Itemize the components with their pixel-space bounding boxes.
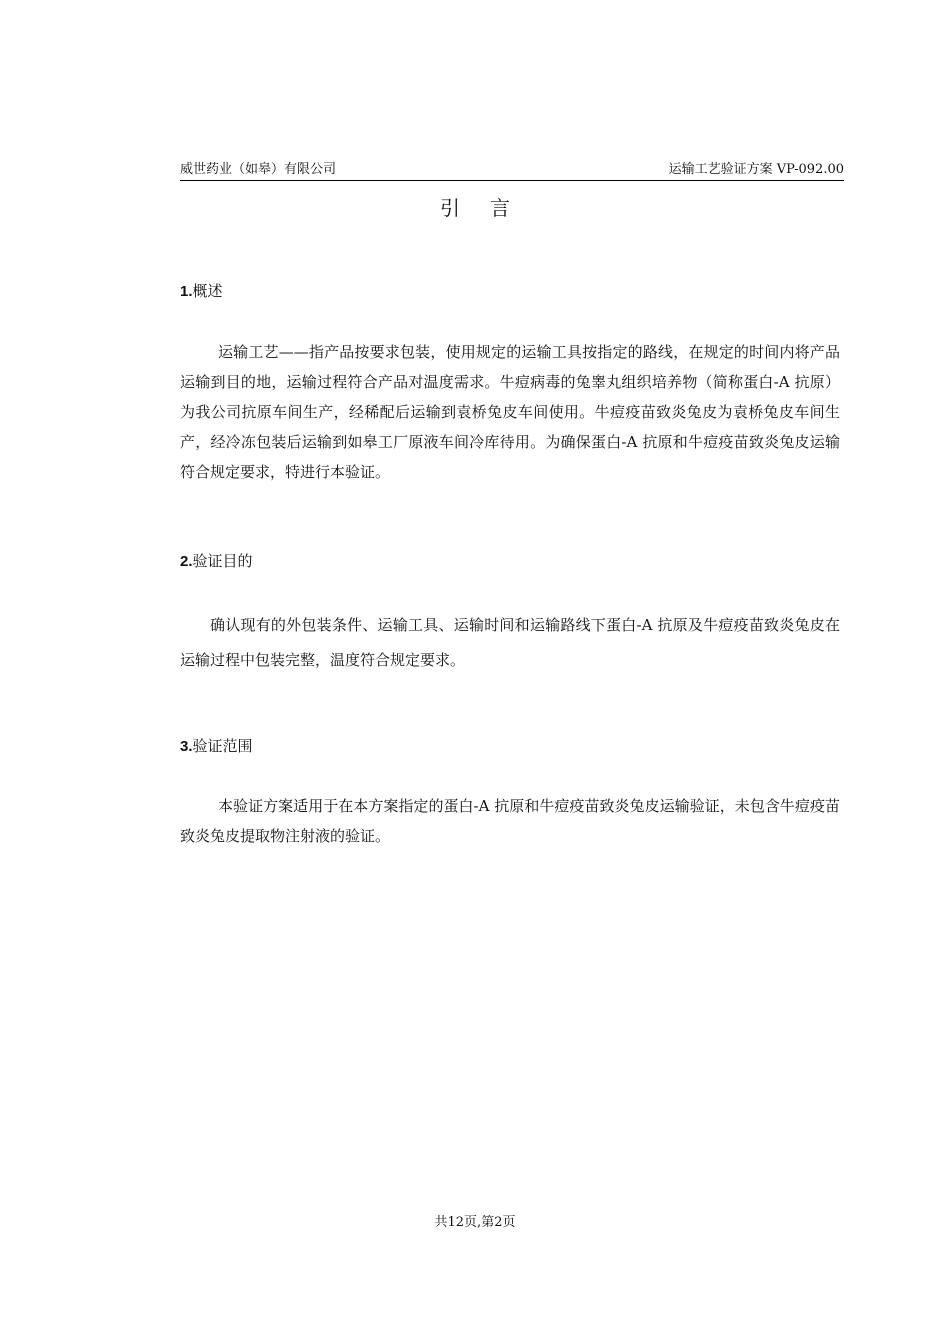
section-1-body: 运输工艺——指产品按要求包装，使用规定的运输工具按指定的路线，在规定的时间内将产品运输到目的地，运输过程符合产品对温度需求。牛痘病毒的兔睾丸组织培养物（简称蛋白-A 抗原）为我公司抗原车间生产，经稀配后运输到袁桥兔皮车间使用。牛痘疫苗致炎兔皮为袁桥兔皮车间生产，经冷冻包装后运输到如皋工厂原液车间冷库待用。为确保蛋白-A 抗原和牛痘疫苗致炎兔皮运输符合规定要求，特进行本验证。 xyxy=(180,343,840,481)
section-2-title: 验证目的 xyxy=(192,552,253,570)
section-1-number: 1. xyxy=(180,283,193,300)
header-doc-title: 运输工艺验证方案 VP-092.00 xyxy=(668,162,844,177)
section-3-body: 本验证方案适用于在本方案指定的蛋白-A 抗原和牛痘疫苗致炎兔皮运输验证，未包含牛痘疫苗致炎兔皮提取物注射液的验证。 xyxy=(180,797,840,845)
section-2-heading xyxy=(180,551,253,572)
section-3-heading xyxy=(180,736,253,757)
section-1-title: 概述 xyxy=(192,282,223,300)
page-footer: 共12页,第2页 xyxy=(434,1215,516,1230)
section-3-number: 3. xyxy=(180,738,193,755)
section-3-title: 验证范围 xyxy=(192,737,253,755)
page-header xyxy=(180,162,844,181)
section-2-number: 2. xyxy=(180,553,193,570)
header-company: 威世药业（如皋）有限公司 xyxy=(180,162,337,177)
section-1-heading xyxy=(180,281,223,302)
page-title: 引言 xyxy=(440,196,540,220)
section-2-body: 确认现有的外包装条件、运输工具、运输时间和运输路线下蛋白-A 抗原及牛痘疫苗致炎兔皮在运输过程中包装完整，温度符合规定要求。 xyxy=(180,616,840,669)
